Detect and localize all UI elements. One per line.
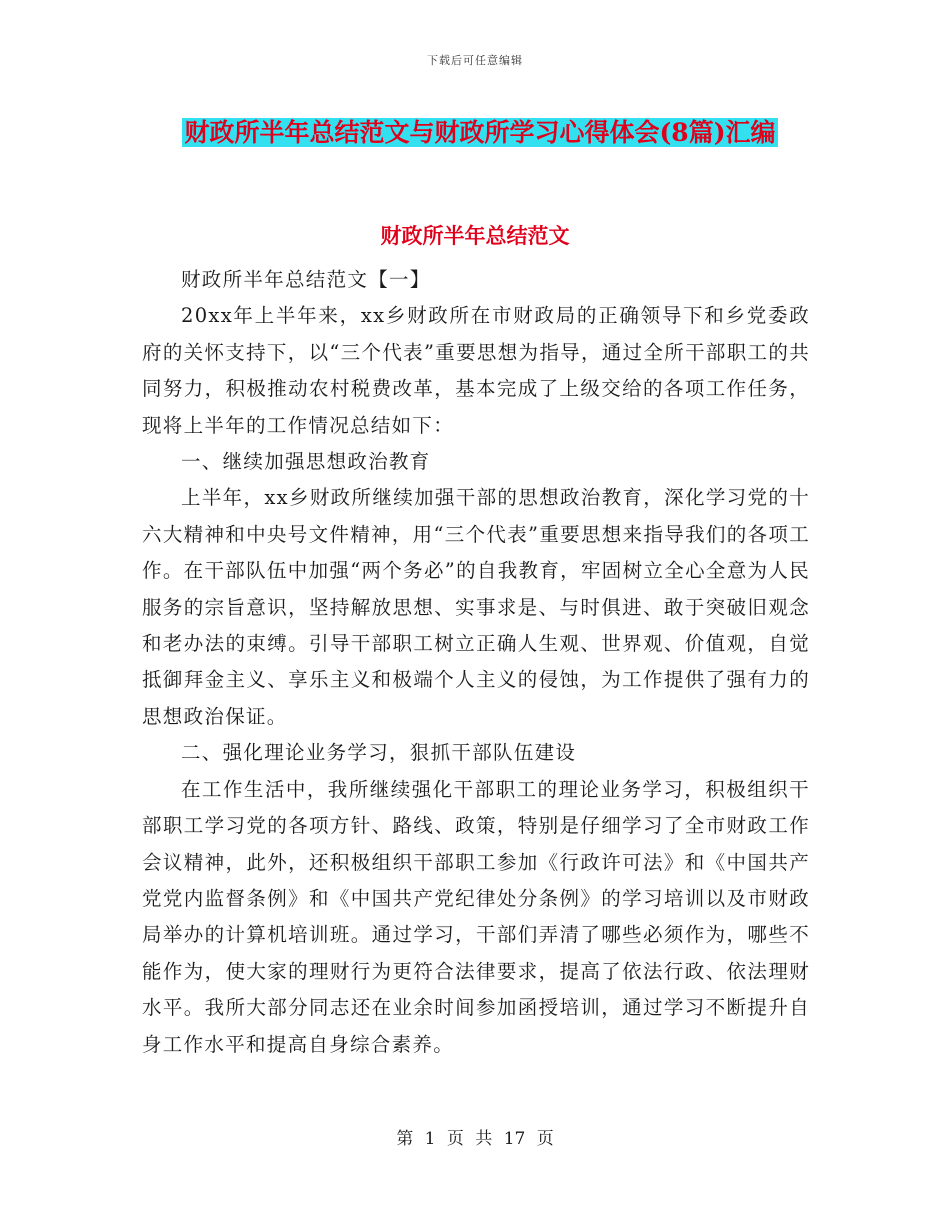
document-body xyxy=(142,262,810,1063)
section-title: 财政所半年总结范文 xyxy=(380,223,570,248)
document-title-text: 财政所半年总结范文与财政所学习心得体会(8篇)汇编 xyxy=(184,118,776,147)
paragraph-section-one-body: 上半年，xx乡财政所继续加强干部的思想政治教育，深化学习党的十六大精神和中央号文件精神，用“三个代表”重要思想来指导我们的各项工作。在干部队伍中加强“两个务必”的自我教育，牢固树立全心全意为人民服务的宗旨意识，坚持解放思想、实事求是、与时俱进、敢于突破旧观念和老办法的束缚。引导干部职工树立正确人生观、世界观、价值观，自觉抵御拜金主义、享乐主义和极端个人主义的侵蚀，为工作提供了强有力的思想政治保证。 xyxy=(142,486,810,728)
paragraph-heading-one: 财政所半年总结范文【一】 xyxy=(181,268,431,291)
paragraph-section-two-body: 在工作生活中，我所继续强化干部职工的理论业务学习，积极组织干部职工学习党的各项方针、路线、政策，特别是仔细学习了全市财政工作会议精神，此外，还积极组织干部职工参加《行政许可法》和《中国共产党党内监督条例》和《中国共产党纪律处分条例》的学习培训以及市财政局举办的计算机培训班。通过学习，干部们弄清了哪些必须作为，哪些不能作为，使大家的理财行为更符合法律要求，提高了依法行政、依法理财水平。我所大部分同志还在业余时间参加函授培训，通过学习不断提升自身工作水平和提高自身综合素养。 xyxy=(142,777,810,1056)
page-number: 第 1 页 共 17 页 xyxy=(396,1129,554,1149)
document-title xyxy=(150,112,810,154)
paragraph-section-two-heading: 二、强化理论业务学习，狠抓干部队伍建设 xyxy=(181,741,577,765)
paragraph-intro: 20xx年上半年来，xx乡财政所在市财政局的正确领导下和乡党委政府的关怀支持下，以“三个代表”重要思想为指导，通过全所干部职工的共同努力，积极推动农村税费改革，基本完成了上级交给的各项工作任务，现将上半年的工作情况总结如下： xyxy=(142,304,810,437)
paragraph-section-one-heading: 一、继续加强思想政治教育 xyxy=(181,450,431,474)
header-note: 下载后可任意编辑 xyxy=(427,54,523,67)
